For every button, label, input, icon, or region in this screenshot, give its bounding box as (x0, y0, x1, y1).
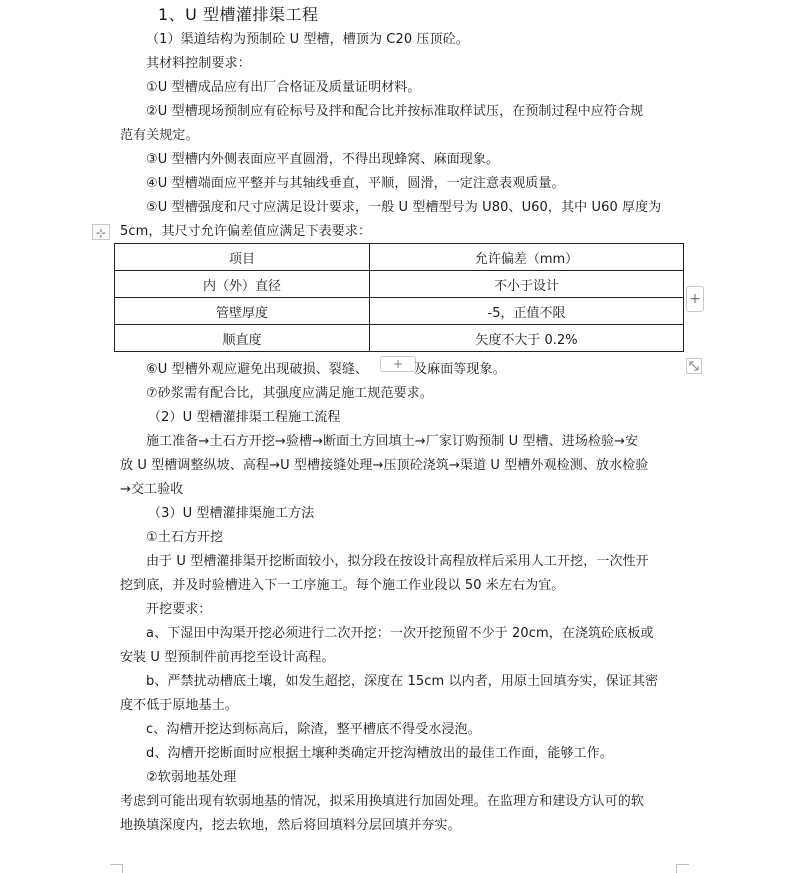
paragraph-line: ②U 型槽现场预制应有砼标号及拌和配合比并按标准取样试压，在预制过程中应符合规 (146, 104, 644, 119)
table-header-cell: 项目 (115, 244, 370, 271)
table-row (115, 298, 684, 325)
paragraph-line: 其材料控制要求： (146, 56, 251, 71)
paragraph-line: （2）U 型槽灌排渠工程施工流程 (148, 410, 341, 425)
table-header-cell: 允许偏差（mm） (370, 244, 684, 271)
tolerance-table (114, 243, 684, 352)
table-row (115, 271, 684, 298)
table-row (115, 325, 684, 352)
table-move-icon[interactable]: ⊹ (92, 224, 110, 240)
paragraph-line: a、下湿田中沟渠开挖必须进行二次开挖：一次开挖预留不少于 20cm，在浇筑砼底板或 (146, 626, 654, 641)
paragraph-line: 地换填深度内，挖去软地，然后将回填料分层回填并夯实。 (120, 818, 461, 833)
paragraph-line: b、严禁扰动槽底土壤，如发生超挖，深度在 15cm 以内者，用原土回填夯实，保证其密 (146, 674, 659, 689)
paragraph-line: 5cm，其尺寸允许偏差值应满足下表要求： (120, 224, 372, 239)
paragraph-line: ①U 型槽成品应有出厂合格证及质量证明材料。 (146, 80, 421, 95)
paragraph-line: （3）U 型槽灌排渠施工方法 (148, 506, 315, 521)
paragraph-line: ①土石方开挖 (146, 530, 224, 545)
paragraph-line: d、沟槽开挖断面时应根据土壤种类确定开挖沟槽放出的最佳工作面，能够工作。 (146, 746, 613, 761)
table-cell: 矢度不大于 0.2% (370, 325, 684, 352)
add-row-button[interactable]: + (380, 356, 416, 372)
paragraph-line: 开挖要求： (146, 602, 212, 617)
paragraph-line: 安装 U 型预制件前再挖至设计高程。 (120, 650, 335, 665)
paragraph-line: →交工验收 (120, 482, 184, 497)
paragraph-line: 施工准备→土石方开挖→验槽→断面土方回填土→厂家订购预制 U 型槽、进场检验→安 (146, 434, 639, 449)
paragraph-line: 度不低于原地基土。 (120, 698, 238, 713)
paragraph-line: 放 U 型槽调整纵坡、高程→U 型槽接缝处理→压顶砼浇筑→渠道 U 型槽外观检测、放水检验 (120, 458, 649, 473)
paragraph-line: c、沟槽开挖达到标高后，除渣，整平槽底不得受水浸泡。 (146, 722, 481, 737)
paragraph-line: ④U 型槽端面应平整并与其轴线垂直，平顺，圆滑，一定注意表观质量。 (146, 176, 565, 191)
paragraph-line: 考虑到可能出现有软弱地基的情况，拟采用换填进行加固处理。在监理方和建设方认可的软 (120, 794, 645, 809)
paragraph-line: 由于 U 型槽灌排渠开挖断面较小，拟分段在按设计高程放样后采用人工开挖，一次性开 (146, 554, 649, 569)
table-cell: 顺直度 (115, 325, 370, 352)
paragraph-line: （1）渠道结构为预制砼 U 型槽，槽顶为 C20 压顶砼。 (146, 32, 469, 47)
table-cell: 内（外）直径 (115, 271, 370, 298)
paragraph-line: 范有关规定。 (120, 128, 199, 143)
resize-arrow-icon (687, 359, 701, 373)
add-column-button[interactable]: + (686, 286, 704, 312)
paragraph-line: ⑦砂浆需有配合比，其强度应满足施工规范要求。 (146, 386, 433, 401)
paragraph-line: ②软弱地基处理 (146, 770, 237, 785)
paragraph-line: ③U 型槽内外侧表面应平直圆滑，不得出现蜂窝、麻面现象。 (146, 152, 500, 167)
table-cell: 不小于设计 (370, 271, 684, 298)
paragraph-line: ⑥U 型槽外观应避免出现破损、裂缝、 (146, 362, 369, 377)
table-cell: 管壁厚度 (115, 298, 370, 325)
paragraph-line: 及麻面等现象。 (414, 362, 506, 377)
paragraph-line: ⑤U 型槽强度和尺寸应满足设计要求，一般 U 型槽型号为 U80、U60，其中 U60 厚度为 (146, 200, 662, 215)
paragraph-line: 挖到底，并及时验槽进入下一工序施工。每个施工作业段以 50 米左右为宜。 (120, 578, 565, 593)
table-header-row (115, 244, 684, 271)
section-heading: 1、U 型槽灌排渠工程 (158, 5, 319, 24)
table-resize-icon[interactable] (686, 358, 702, 374)
table-cell: -5，正值不限 (370, 298, 684, 325)
